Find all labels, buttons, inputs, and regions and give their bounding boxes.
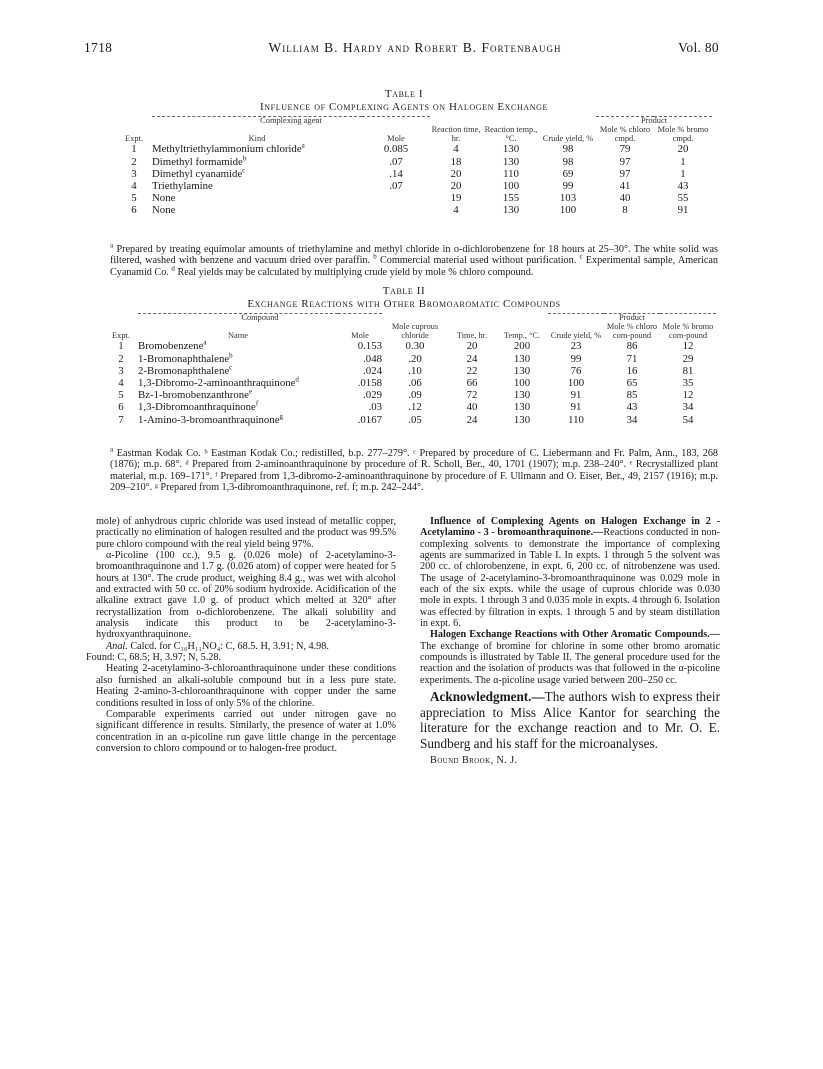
bromo-cell: 55 — [677, 192, 689, 205]
table2-col-temp: Temp., °C. — [503, 330, 541, 340]
table-row — [116, 156, 712, 168]
temp-cell: 130 — [502, 204, 520, 217]
compound-name: Dimethyl formamide — [152, 155, 243, 168]
table1-header-row — [116, 126, 712, 144]
mole-cell: .03 — [368, 401, 382, 414]
crude-yield-cell: 98 — [562, 143, 574, 156]
table1-col-expt: Expt. — [125, 133, 143, 143]
cuprous-cell: .09 — [408, 389, 422, 402]
time-cell: 19 — [450, 192, 462, 205]
expt-cell: 6 — [131, 204, 137, 217]
table1-footnotes: $^a$ Prepared by treating equimolar amounts of triethylamine and methyl chloride in o-dichlorobenzene for 18 hours at 25–30°. The white solid was filtered, washed with benzene and vacuum dried over paraffin. $^b$ Commercial material used without purification. $^c$ Experimental sample, American Cyanamid Co. $^d$ Real yields may be calculated by multiplying crude yield by mole % chloro compound. — [110, 241, 719, 278]
bromo-cell: 81 — [682, 364, 694, 377]
temp-cell: 130 — [513, 352, 531, 365]
compound-name: Bz-1-bromobenzanthrone — [138, 389, 249, 402]
mole-cell: .0158 — [357, 377, 382, 389]
bromo-cell: 34 — [682, 401, 694, 414]
table2-col-expt: Expt. — [112, 330, 130, 340]
acknowledgment — [420, 689, 720, 751]
table2-col-bromo: Mole % bromo com-pound — [662, 321, 714, 340]
temp-cell: 130 — [502, 143, 520, 156]
right-column — [420, 516, 720, 767]
chloro-cell: 71 — [626, 352, 638, 365]
cuprous-cell: 0.30 — [405, 340, 425, 353]
footnote-marker: e — [248, 387, 253, 396]
time-cell: 24 — [466, 352, 478, 365]
left-paragraph-1: mole) of anhydrous cupric chloride was used instead of metallic copper, practically no elimination of halogen resulted and the product was 99.5% pure chloro compound with the real yield being 97%. — [96, 516, 396, 550]
compound-name-cell — [138, 353, 338, 365]
footnote-marker: c — [229, 363, 233, 372]
table1-title: Influence of Complexing Agents on Halogen Exchange — [260, 101, 548, 113]
running-header-authors: William B. Hardy and Robert B. Fortenbaugh — [268, 40, 562, 55]
table1-col-kind: Kind — [248, 133, 266, 143]
table-row — [104, 365, 716, 377]
mole-cell — [362, 204, 430, 216]
crude-yield-cell: 99 — [562, 180, 574, 192]
chloro-cell: 41 — [619, 180, 631, 192]
compound-name-cell — [138, 389, 338, 401]
expt-cell: 5 — [118, 389, 124, 402]
left-paragraph-4: Heating 2-acetylamino-3-chloroanthraquinone under these conditions also furnished an alkali-soluble compound but in a less pure state. Heating 2-amino-3-chloroanthraquinone with copper under the same conditions resulted in loss of only 5% of the chlorine. — [96, 663, 396, 709]
table1-col-temp: Reaction temp., °C. — [484, 124, 538, 143]
crude-yield-cell: 98 — [562, 155, 574, 168]
table-row — [104, 414, 716, 426]
left-column — [86, 516, 396, 754]
table-row — [116, 204, 712, 216]
table-row — [104, 401, 716, 413]
crude-yield-cell: 23 — [570, 340, 582, 353]
table1-footnote-b: Commercial material used without purification. — [379, 255, 577, 267]
volume-number: Vol. 80 — [678, 40, 719, 55]
mole-cell: .07 — [389, 155, 403, 168]
left-paragraph-5: Comparable experiments carried out under nitrogen gave no significant difference in results. Similarly, the presence of water at 1.0% concentration in an α-picoline run gave little change in the percentage conversion to chloro compound or to halogen-free product. — [96, 708, 396, 754]
table2-col-mole: Mole — [351, 330, 369, 340]
table1 — [116, 116, 712, 217]
footnote-marker: d — [295, 375, 299, 384]
compound-name-cell — [138, 401, 338, 413]
expt-cell: 4 — [118, 377, 124, 389]
chloro-cell: 86 — [626, 340, 638, 353]
table1-group-product: Product — [596, 117, 712, 126]
table2-label: Table II — [382, 285, 426, 297]
table1-col-time: Reaction time, hr. — [431, 124, 481, 143]
right-paragraph-1 — [420, 516, 720, 629]
bromo-cell: 1 — [680, 155, 686, 168]
section-heading-other-compounds: Halogen Exchange Reactions with Other Aromatic Compounds.— — [430, 629, 720, 641]
compound-name-cell — [138, 414, 338, 426]
temp-cell: 110 — [503, 167, 519, 180]
time-cell: 4 — [453, 143, 459, 156]
bromo-cell: 43 — [677, 180, 689, 192]
temp-cell: 130 — [513, 401, 531, 414]
compound-name: Methyltriethylammonium chloride — [152, 143, 302, 156]
compound-name: 1-Amino-3-bromoanthraquinone — [138, 413, 280, 426]
expt-cell: 2 — [118, 352, 124, 365]
time-cell: 20 — [466, 340, 478, 353]
expt-cell: 2 — [131, 155, 137, 168]
crude-yield-cell: 110 — [568, 413, 584, 426]
table-row — [104, 353, 716, 365]
mole-cell: .029 — [363, 389, 382, 402]
bromo-cell: 20 — [677, 143, 689, 156]
temp-cell: 155 — [502, 192, 520, 205]
time-cell: 22 — [466, 364, 478, 377]
table1-col-crude: Crude yield, % — [542, 133, 594, 143]
chloro-cell: 34 — [626, 413, 638, 426]
compound-name: 2-Bromonaphthalene — [138, 364, 230, 377]
expt-cell: 1 — [131, 143, 137, 156]
time-cell: 72 — [466, 389, 478, 402]
bromo-cell: 91 — [677, 204, 689, 217]
anal-found: Found: C, 68.5; H, 3.97; N, 5.28. — [86, 652, 221, 664]
expt-cell: 7 — [118, 413, 124, 426]
temp-cell: 200 — [513, 340, 531, 353]
footnote-marker: c — [242, 166, 246, 175]
table1-group-complexing: Complexing agent — [152, 117, 430, 126]
table2-title: Exchange Reactions with Other Bromoaromatic Compounds — [247, 298, 561, 310]
temp-cell: 130 — [513, 364, 531, 377]
table1-col-chloro: Mole % chloro cmpd. — [599, 124, 651, 143]
bromo-cell: 35 — [682, 377, 694, 389]
table2-footnotes: $^a$ Eastman Kodak Co. ᵇ Eastman Kodak Co.; redistilled, b.p. 277–279°. ᶜ Prepared by procedure of C. Liebermann and Fr. Palm, Ann., 183, 268 (1876); m.p. 68°. ᵈ Prepared from 2-aminoanthraquinone by procedure of R. Scholl, Ber., 40, 1701 (1907); m.p. 238–240°. ᵉ Recrystallized plant material, m.p. 169–171°. ᶠ Prepared from 1,3-dibromo-2-aminoanthraquinone by procedure of F. Ullmann and O. Eiser, Ber., 49, 2157 (1916); m.p. 209–210°. ᵍ Prepared from 1,3-dibromoanthraquinone, ref. f; m.p. 242–244°. — [110, 445, 719, 494]
compound-name-cell — [152, 143, 362, 155]
chloro-cell: 40 — [619, 192, 631, 205]
compound-name: Bromobenzene — [138, 340, 204, 353]
mole-cell: .07 — [389, 180, 403, 192]
crude-yield-cell: 100 — [567, 377, 585, 389]
compound-name-cell — [152, 204, 362, 216]
compound-name-cell — [152, 156, 362, 168]
table2-group-compound: Compound — [138, 314, 382, 323]
table1-col-bromo: Mole % bromo cmpd. — [657, 124, 709, 143]
location: Bound Brook, N. J. — [430, 755, 518, 767]
temp-cell: 130 — [513, 413, 531, 426]
compound-name: None — [152, 192, 176, 205]
crude-yield-cell: 76 — [570, 364, 582, 377]
chloro-cell: 43 — [626, 401, 638, 414]
chloro-cell: 65 — [626, 377, 638, 389]
crude-yield-cell: 91 — [570, 389, 582, 402]
right-paragraph-2 — [420, 629, 720, 686]
table1-footnote-d: Real yields may be calculated by multiplying crude yield by mole % chloro compound. — [177, 266, 534, 278]
right-paragraph-2-text: The exchange of bromine for chlorine in some other bromo aromatic compounds is illustrated by Table II. The general procedure used for the reaction and the isolation of products was that followed in the α-picoline experiments. The α-picoline usage varied between 200–250 cc. — [420, 640, 720, 686]
table2-col-name: Name — [228, 330, 248, 340]
expt-cell: 3 — [131, 167, 137, 180]
table-row — [116, 180, 712, 192]
expt-cell: 6 — [118, 401, 124, 414]
expt-cell: 3 — [118, 364, 124, 377]
time-cell: 18 — [450, 155, 462, 168]
table2 — [104, 313, 716, 426]
crude-yield-cell: 99 — [570, 352, 582, 365]
time-cell: 66 — [466, 377, 478, 389]
page-number: 1718 — [84, 40, 113, 55]
mole-cell: .0167 — [357, 413, 382, 426]
footnote-marker: b — [242, 154, 247, 162]
table2-col-crude: Crude yield, % — [550, 330, 602, 340]
chloro-cell: 8 — [622, 204, 628, 217]
compound-name-cell — [152, 192, 362, 204]
table-row — [116, 143, 712, 155]
compound-name: 1,3-Dibromoanthraquinone — [138, 401, 256, 414]
table2-col-cuprous: Mole cuprous chloride — [391, 321, 439, 340]
compound-name: Dimethyl cyanamide — [152, 167, 243, 180]
table-row — [104, 389, 716, 401]
compound-name: 1,3-Dibromo-2-aminoanthraquinone — [138, 377, 296, 389]
table-row — [116, 168, 712, 180]
footnote-marker: a — [203, 338, 207, 347]
cuprous-cell: .10 — [408, 364, 422, 377]
temp-cell: 100 — [502, 180, 520, 192]
expt-cell: 5 — [131, 192, 137, 205]
chloro-cell: 97 — [619, 155, 631, 168]
time-cell: 24 — [466, 413, 478, 426]
chloro-cell: 16 — [626, 364, 638, 377]
compound-name-cell — [138, 377, 338, 389]
expt-cell: 1 — [118, 340, 124, 353]
time-cell: 20 — [450, 180, 462, 192]
footnote-marker: a — [301, 141, 305, 150]
time-cell: 4 — [453, 204, 459, 217]
compound-name: Triethylamine — [152, 180, 213, 192]
table2-group-product: Product — [548, 314, 716, 323]
right-paragraph-1-text: Reactions conducted in non-complexing solvents to demonstrate the importance of complexing agents are summarized in Table I. In expts. 1 through 5 the solvent was 200 cc. of chlorobenzene, in expt. 6, 200 cc. of nitrobenzene was used. The usage of 2-acetylamino-3-bromoanthraquinone was 0.029 mole in each of the six expts. while the usage of cuprous chloride was 0.030 mole in expts. 1 through 3 and 0.035 mole in expts. 4 through 6. Isolation was effected by filtration in expts. 1 through 5 and by steam distillation in expt. 6. — [420, 527, 720, 630]
compound-name: None — [152, 204, 176, 217]
bromo-cell: 12 — [682, 389, 694, 402]
footnote-marker: f — [255, 399, 259, 408]
temp-cell: 130 — [513, 389, 531, 402]
table2-footnote-text: Eastman Kodak Co. ᵇ Eastman Kodak Co.; redistilled, b.p. 277–279°. ᶜ Prepared by procedure of C. Liebermann and Fr. Palm, Ann., 183, 268 (1876); m.p. 68°. ᵈ Prepared from 2-aminoanthraquinone by procedure of R. Scholl, Ber., 40, 1701 (1907); m.p. 238–240°. ᵉ Recrystallized plant material, m.p. 169–171°. ᶠ Prepared from 1,3-dibromo-2-aminoanthraquinone by procedure of F. Ullmann and O. Eiser, Ber., 49, 2157 (1916); m.p. 209–210°. ᵍ Prepared from 1,3-dibromoanthraquinone, ref. f; m.p. 242–244°. — [110, 448, 719, 494]
footnote-marker: g — [279, 412, 284, 421]
crude-yield-cell: 103 — [559, 192, 577, 205]
compound-name: 1-Bromonaphthalene — [138, 352, 230, 365]
chloro-cell: 97 — [619, 167, 631, 180]
compound-name-cell — [138, 365, 338, 377]
chloro-cell: 85 — [626, 389, 638, 402]
mole-cell — [362, 192, 430, 204]
table1-body — [116, 143, 712, 216]
bromo-cell: 12 — [682, 340, 694, 353]
table1-footnote-c: Experimental sample, American Cyanamid Co. — [110, 255, 719, 278]
table2-header-row — [104, 323, 716, 341]
mole-cell: .024 — [363, 364, 382, 377]
crude-yield-cell: 69 — [562, 167, 574, 180]
table2-col-time: Time, hr. — [456, 330, 488, 340]
cuprous-cell: .12 — [408, 401, 422, 414]
crude-yield-cell: 100 — [559, 204, 577, 217]
chloro-cell: 79 — [619, 143, 631, 156]
bromo-cell: 1 — [680, 167, 686, 180]
mole-cell: .048 — [363, 352, 382, 365]
table-row — [116, 192, 712, 204]
table1-footnote-a: Prepared by treating equimolar amounts of triethylamine and methyl chloride in o-dichlorobenzene for 18 hours at 25–30°. The white solid was filtered, washed with benzene and vacuum dried over paraffin. — [110, 244, 718, 267]
cuprous-cell: .06 — [408, 377, 422, 389]
bromo-cell: 54 — [682, 413, 694, 426]
mole-cell: .14 — [389, 167, 403, 180]
table1-col-mole: Mole — [387, 133, 405, 143]
temp-cell: 100 — [513, 377, 531, 389]
anal-label: Anal. — [106, 640, 128, 652]
left-paragraph-analysis — [86, 640, 396, 664]
mole-cell: 0.153 — [357, 340, 382, 353]
left-paragraph-2: α-Picoline (100 cc.), 9.5 g. (0.026 mole) of 2-acetylamino-3-bromoanthraquinone and 1.7 g. (0.026 atom) of copper were heated for 5 hours at 130°. The crude product, weighing 8.4 g., was wet with alcohol and extracted with 50 cc. of 20% sodium hydroxide. Acidification of the alkaline extract gave 1.0 g. of product which melted at 320° after recrystallization from o-dichlorobenzene. The alkali solubility and analysis indicate this product to be 2-acetylamino-3-hydroxyanthraquinone. — [96, 550, 396, 641]
table-row — [104, 340, 716, 352]
section-heading-complexing: Influence of Complexing Agents on Halogen Exchange in 2 - Acetylamino - 3 - bromoanthraquinone.— — [420, 516, 720, 539]
time-cell: 40 — [466, 401, 478, 414]
mole-cell: 0.085 — [383, 143, 409, 156]
compound-name-cell — [138, 340, 338, 352]
crude-yield-cell: 91 — [570, 401, 582, 414]
expt-cell: 4 — [131, 180, 137, 192]
table2-col-chloro: Mole % chloro com-pound — [606, 321, 658, 340]
compound-name-cell — [152, 168, 362, 180]
cuprous-cell: .05 — [408, 413, 422, 426]
anal-calcd: Calcd. for C₁₆H₁₁NO₄: C, 68.5. H, 3.91; N, 4.98. — [130, 640, 329, 652]
table-row — [104, 377, 716, 389]
cuprous-cell: .20 — [408, 352, 422, 365]
temp-cell: 130 — [502, 155, 520, 168]
time-cell: 20 — [450, 167, 462, 180]
footnote-marker: b — [229, 351, 233, 359]
table1-label: Table I — [384, 88, 424, 100]
acknowledgment-text: The authors wish to express their appreciation to Miss Alice Kantor for searching the literature for the exchange reaction and to Mr. O. E. Sundberg and his staff for the microanalyses. — [420, 689, 720, 751]
compound-name-cell — [152, 180, 362, 192]
acknowledgment-heading: Acknowledgment.— — [430, 689, 545, 705]
table2-body — [104, 340, 716, 425]
bromo-cell: 29 — [682, 352, 694, 365]
